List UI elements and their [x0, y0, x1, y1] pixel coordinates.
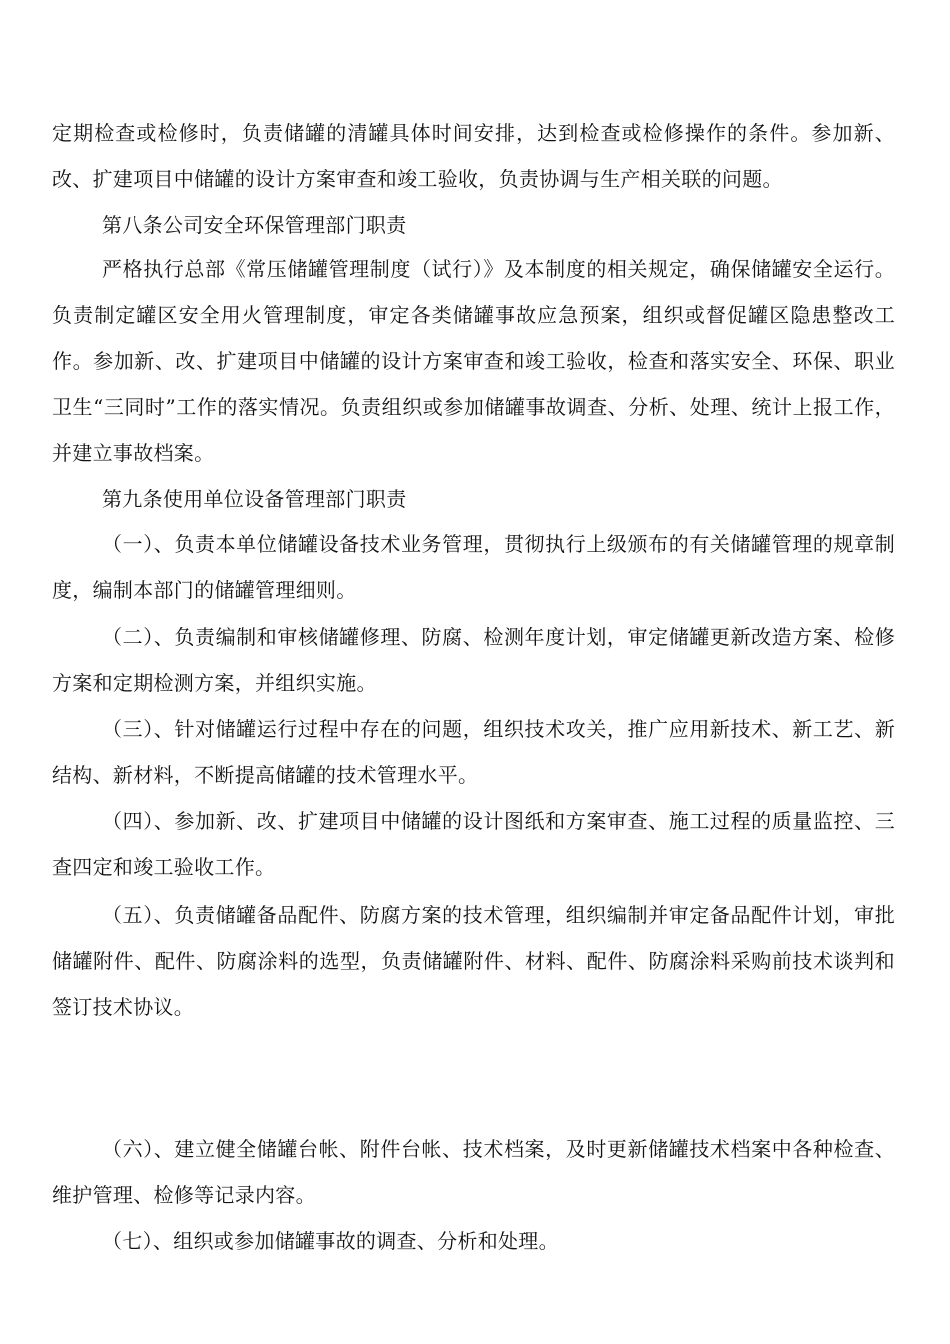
heading-article-8: 第八条公司安全环保管理部门职责 — [102, 213, 407, 237]
list-item-7: （七）、组织或参加储罐事故的调查、分析和处理。 — [102, 1229, 559, 1253]
list-item-1: （一）、负责本单位储罐设备技术业务管理，贯彻执行上级颁布的有关储罐管理的规章制度，编制本部门的储罐管理细则。 — [52, 532, 895, 602]
list-item-4: （四）、参加新、改、扩建项目中储罐的设计图纸和方案审查、施工过程的质量监控、三查四定和竣工验收工作。 — [52, 809, 895, 879]
paragraph-continued-duties: 定期检查或检修时，负责储罐的清罐具体时间安排，达到检查或检修操作的条件。参加新、改、扩建项目中储罐的设计方案审查和竣工验收，负责协调与生产相关联的问题。 — [52, 121, 895, 191]
list-item-3: （三）、针对储罐运行过程中存在的问题，组织技术攻关，推广应用新技术、新工艺、新结构、新材料，不断提高储罐的技术管理水平。 — [52, 717, 895, 787]
list-item-2: （二）、负责编制和审核储罐修理、防腐、检测年度计划，审定储罐更新改造方案、检修方案和定期检测方案，并组织实施。 — [52, 625, 895, 695]
list-item-6: （六）、建立健全储罐台帐、附件台帐、技术档案，及时更新储罐技术档案中各种检查、维护管理、检修等记录内容。 — [52, 1137, 895, 1207]
heading-article-9: 第九条使用单位设备管理部门职责 — [102, 487, 407, 511]
list-item-5: （五）、负责储罐备品配件、防腐方案的技术管理，组织编制并审定备品配件计划，审批储罐附件、配件、防腐涂料的选型，负责储罐附件、材料、配件、防腐涂料采购前技术谈判和签订技术协议。 — [52, 903, 895, 1019]
paragraph-article-8-body: 严格执行总部《常压储罐管理制度（试行）》及本制度的相关规定，确保储罐安全运行。负责制定罐区安全用火管理制度，审定各类储罐事故应急预案，组织或督促罐区隐患整改工作。参加新、改、扩建项目中储罐的设计方案审查和竣工验收，检查和落实安全、环保、职业卫生“三同时”工作的落实情况。负责组织或参加储罐事故调查、分析、处理、统计上报工作，并建立事故档案。 — [52, 257, 895, 465]
